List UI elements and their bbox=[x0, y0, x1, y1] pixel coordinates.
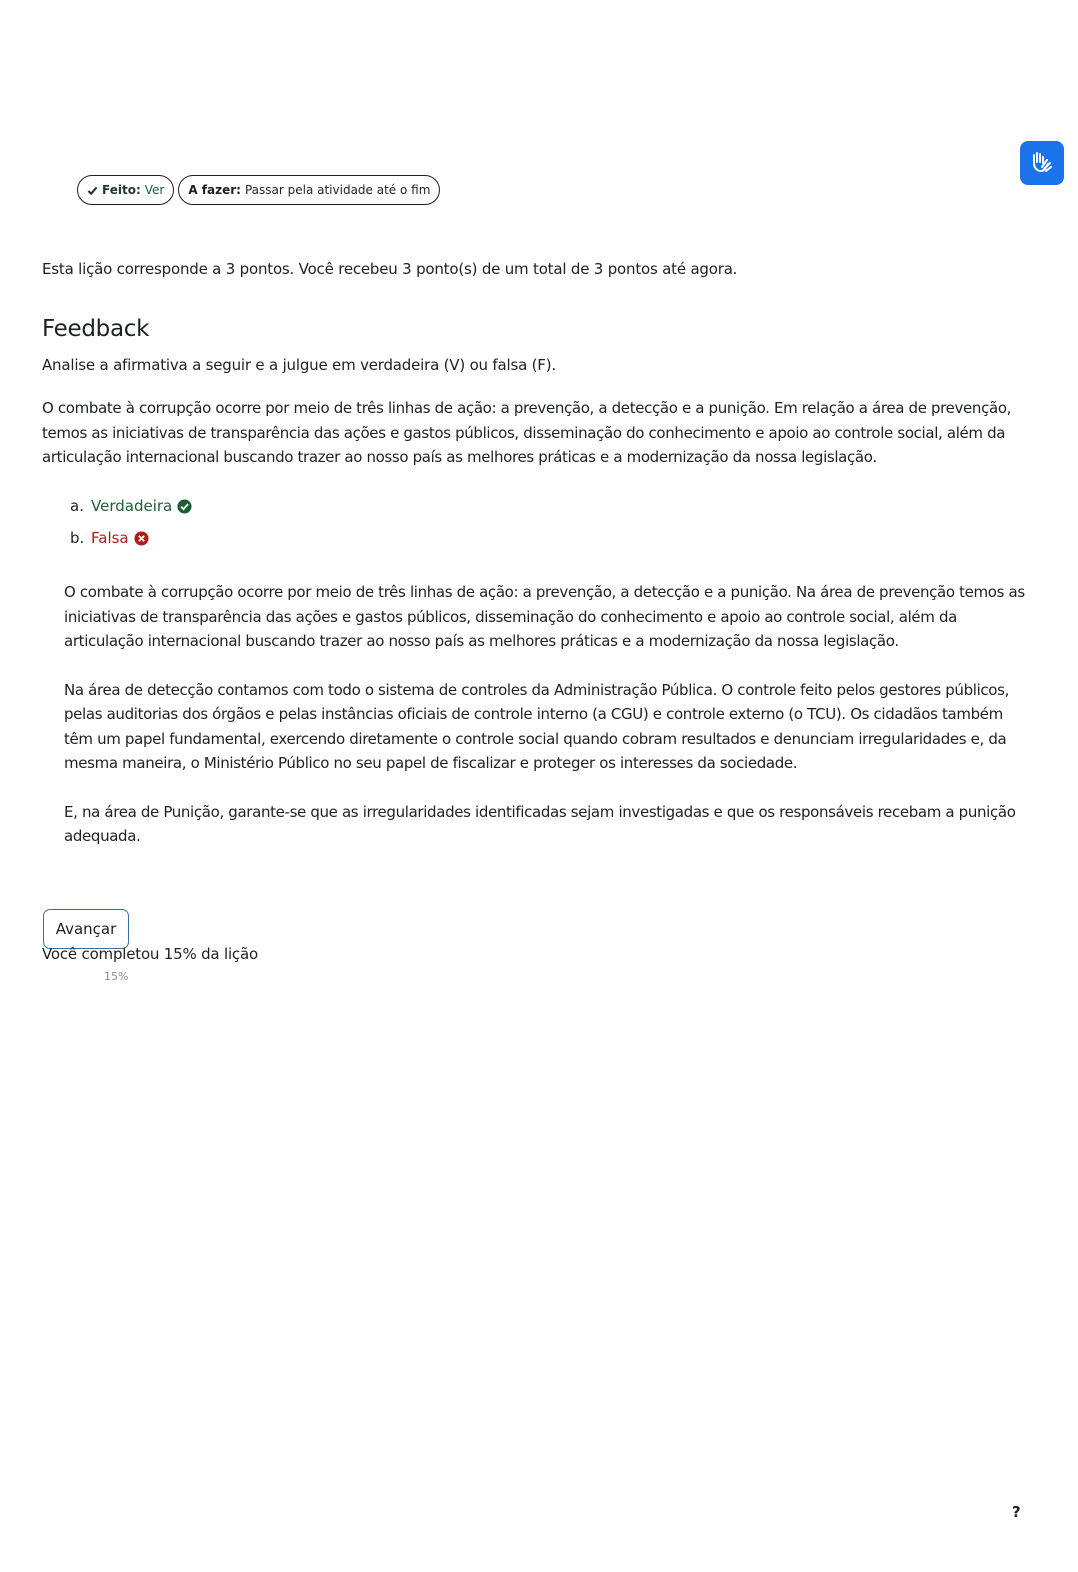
answer-text: Verdadeira bbox=[91, 497, 173, 515]
answer-option-b bbox=[70, 522, 192, 554]
sign-language-hands-icon bbox=[1028, 149, 1056, 177]
advance-button[interactable]: Avançar bbox=[43, 909, 129, 949]
answer-explanation bbox=[64, 580, 1029, 873]
lesson-points-text: Esta lição corresponde a 3 pontos. Você recebeu 3 ponto(s) de um total de 3 pontos até agora. bbox=[42, 260, 738, 278]
completion-todo-pill bbox=[178, 175, 440, 205]
answer-letter: b. bbox=[70, 529, 85, 547]
question-instruction: Analise a afirmativa a seguir e a julgue em verdadeira (V) ou falsa (F). bbox=[42, 356, 556, 374]
x-circle-icon bbox=[134, 531, 149, 546]
explanation-paragraph: Na área de detecção contamos com todo o sistema de controles da Administração Pública. O controle feito pelos gestores públicos, pelas auditorias dos órgãos e pelas instâncias oficiais de controle interno (a CGU) e controle externo (o TCU). Os cidadãos também têm um papel fundamental, exercendo diretamente o controle social quando cobram resultados e denunciam irregularidades e, da mesma maneira, o Ministério Público no seu papel de fiscalizar e proteger os interesses da sociedade. bbox=[64, 680, 1009, 772]
completion-done-label: Feito: bbox=[102, 183, 141, 197]
question-statement: O combate à corrupção ocorre por meio de três linhas de ação: a prevenção, a detecção e a punição. Em relação a área de prevenção, temos as iniciativas de transparência das ações e gastos públicos, disseminação do conhecimento e apoio ao controle social, além da articulação internacional buscando trazer ao nosso país as melhores práticas e a modernização da nossa legislação. bbox=[42, 399, 1012, 466]
answer-list bbox=[70, 490, 192, 554]
completion-todo-value: Passar pela atividade até o fim bbox=[244, 183, 431, 197]
lesson-progress-text: Você completou 15% da lição bbox=[42, 945, 258, 963]
completion-done-pill bbox=[77, 175, 174, 205]
check-circle-icon bbox=[177, 499, 192, 514]
explanation-paragraph: O combate à corrupção ocorre por meio de três linhas de ação: a prevenção, a detecção e a punição. Na área de prevenção temos as iniciativas de transparência das ações e gastos públicos, disseminação do conhecimento e apoio ao controle social, além da articulação internacional buscando trazer ao nosso país as melhores práticas e a modernização da nossa legislação. bbox=[64, 583, 1025, 650]
help-button[interactable]: ? bbox=[1012, 1503, 1021, 1521]
answer-letter: a. bbox=[70, 497, 84, 515]
answer-text: Falsa bbox=[91, 529, 129, 547]
completion-todo-label: A fazer: bbox=[188, 183, 241, 197]
lesson-progress-percent: 15% bbox=[104, 970, 129, 983]
completion-done-value: Ver bbox=[144, 183, 165, 197]
explanation-paragraph: E, na área de Punição, garante-se que as irregularidades identificadas sejam investigadas e que os responsáveis recebam a punição adequada. bbox=[64, 802, 1016, 845]
answer-option-a bbox=[70, 490, 192, 522]
activity-completion-status bbox=[77, 175, 440, 205]
check-icon bbox=[87, 185, 98, 196]
feedback-title: Feedback bbox=[42, 316, 150, 342]
accessibility-sign-language-button[interactable] bbox=[1020, 141, 1064, 185]
